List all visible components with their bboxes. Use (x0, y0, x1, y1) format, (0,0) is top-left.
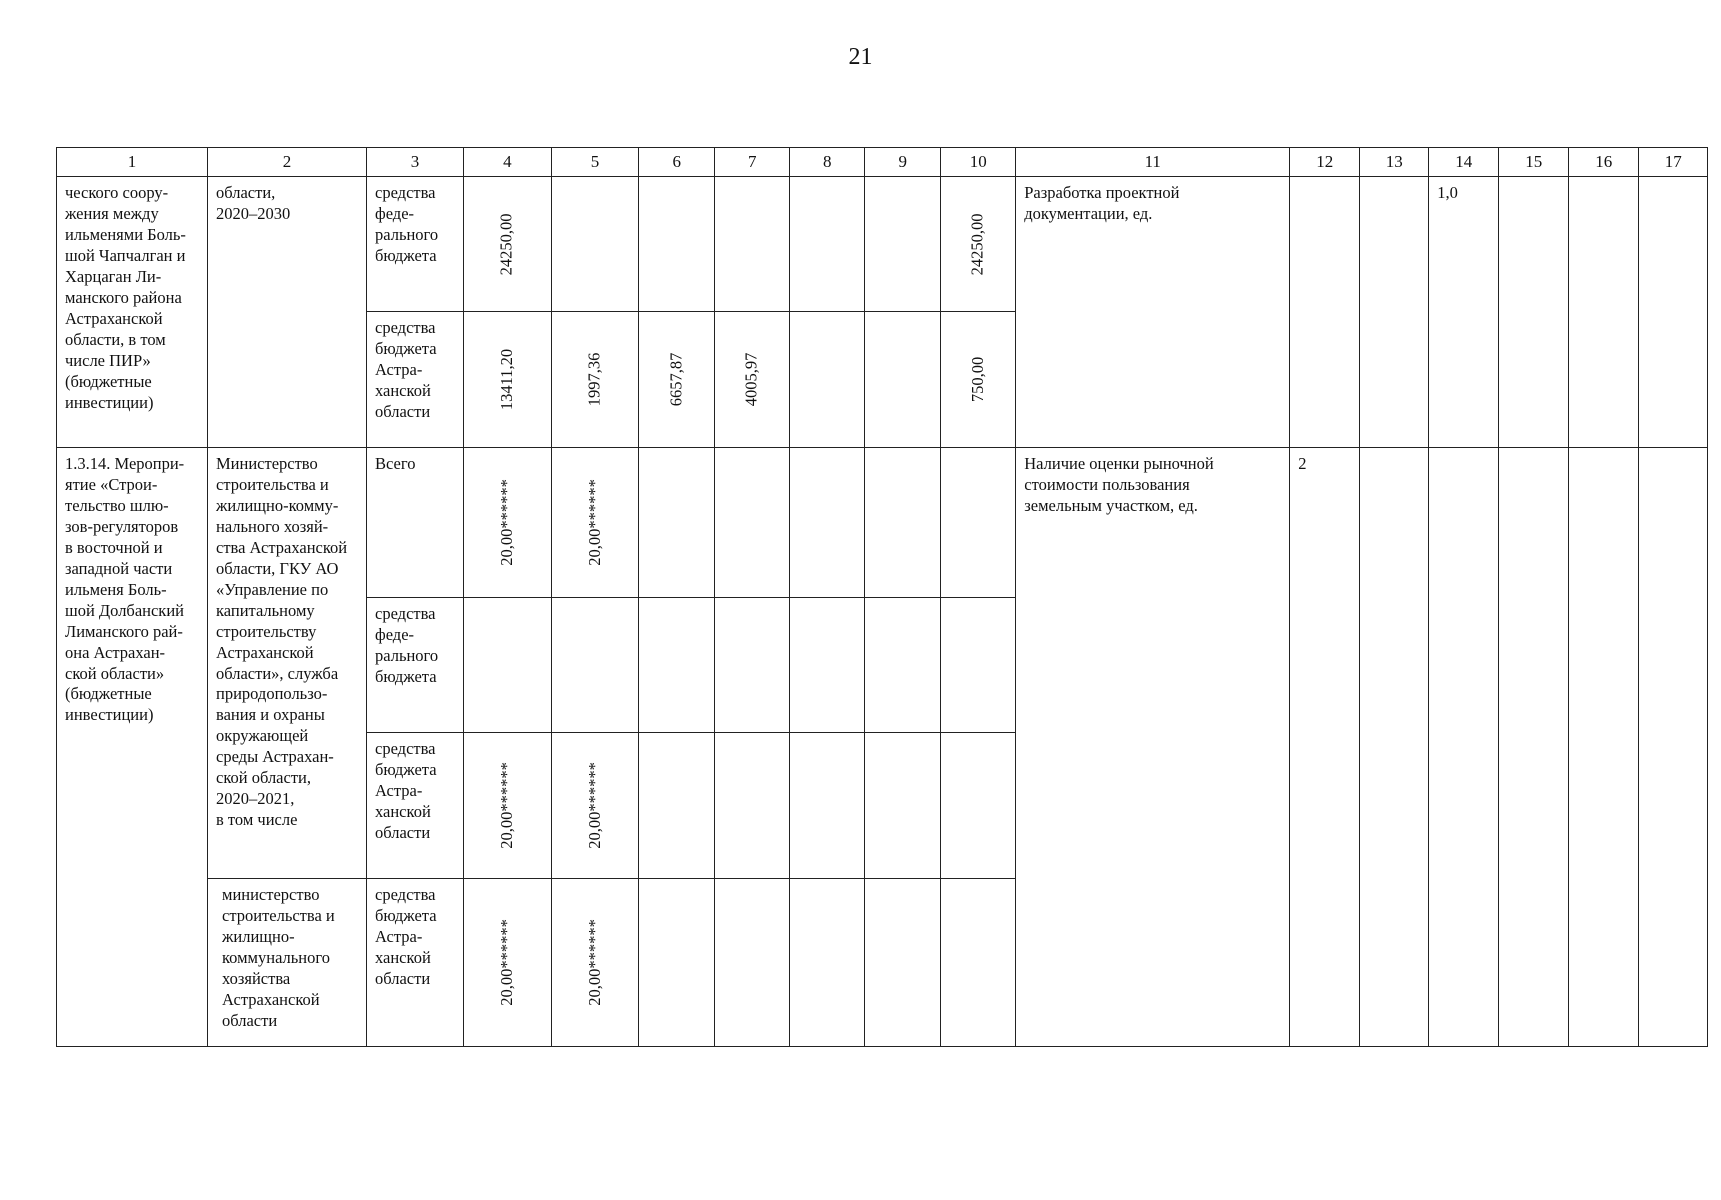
header-col-10: 10 (941, 148, 1016, 177)
header-col-12: 12 (1290, 148, 1360, 177)
header-col-11: 11 (1016, 148, 1290, 177)
funding-source-cell: средства бюджета Астра- ханской области (367, 879, 464, 1047)
amount-year: 20,00****** (584, 479, 604, 566)
header-col-3: 3 (367, 148, 464, 177)
indicator-value: 2 (1290, 448, 1360, 1047)
amount-year: 20,00****** (584, 919, 604, 1006)
header-col-17: 17 (1639, 148, 1708, 177)
executor-cell: области, 2020–2030 (208, 177, 367, 448)
funding-source-cell: средства бюджета Астра- ханской области (367, 312, 464, 448)
indicator-cell: Разработка проектной документации, ед. (1016, 177, 1290, 448)
funding-source-cell: средства феде- рального бюджета (367, 598, 464, 733)
amount-total: 20,00****** (496, 919, 516, 1006)
executor-cell: Министерство строительства и жилищно-комму- нального хозяй- ства Астраханской области, ГКУ АО «Управление по капитальному строительству Астраханской области», служба природопользо- вания и охраны окружающей среды Астрахан- ской области, 2020–2021, в том числе (208, 448, 367, 879)
funding-source-cell: Всего (367, 448, 464, 598)
funding-source-cell: средства феде- рального бюджета (367, 177, 464, 312)
header-col-7: 7 (715, 148, 790, 177)
header-col-8: 8 (790, 148, 865, 177)
funding-source-cell: средства бюджета Астра- ханской области (367, 733, 464, 879)
amount-year: 1997,36 (584, 352, 604, 407)
header-col-13: 13 (1360, 148, 1429, 177)
header-col-16: 16 (1569, 148, 1639, 177)
amount-year: 4005,97 (741, 352, 761, 407)
budget-table (56, 147, 1708, 1047)
indicator-cell: Наличие оценки рыночной стоимости пользования земельным участком, ед. (1016, 448, 1290, 1047)
amount-total: 24250,00 (496, 213, 516, 275)
header-col-5: 5 (551, 148, 639, 177)
header-col-15: 15 (1499, 148, 1569, 177)
table-row (57, 448, 1708, 598)
executor-cell: министерство строительства и жилищно- коммунального хозяйства Астраханской области (208, 879, 367, 1047)
header-col-14: 14 (1429, 148, 1499, 177)
amount-year: 750,00 (967, 356, 987, 403)
page-number: 21 (848, 44, 873, 70)
amount-year: 20,00****** (584, 762, 604, 849)
amount-total: 20,00****** (496, 762, 516, 849)
header-col-4: 4 (464, 148, 552, 177)
event-name-cell: 1.3.14. Меропри- ятие «Строи- тельство шлю- зов-регуляторов в восточной и западной части ильменя Боль- шой Долбанский Лиманского рай- она Астрахан- ской области» (бюджетные инвестиции) (57, 448, 208, 1047)
amount-total: 13411,20 (496, 348, 516, 411)
header-col-9: 9 (865, 148, 941, 177)
header-col-6: 6 (639, 148, 715, 177)
header-col-2: 2 (208, 148, 367, 177)
amount-total: 20,00****** (496, 479, 516, 566)
event-name-cell: ческого соору- жения между ильменями Боль- шой Чапчалган и Харцаган Ли- манского района Астраханской области, в том числе ПИР» (бюджетные инвестиции) (57, 177, 208, 448)
amount-year: 24250,00 (967, 213, 987, 275)
header-row (57, 148, 1708, 177)
amount-year: 6657,87 (666, 352, 686, 407)
indicator-value: 1,0 (1429, 177, 1499, 448)
table-row (57, 177, 1708, 312)
header-col-1: 1 (57, 148, 208, 177)
